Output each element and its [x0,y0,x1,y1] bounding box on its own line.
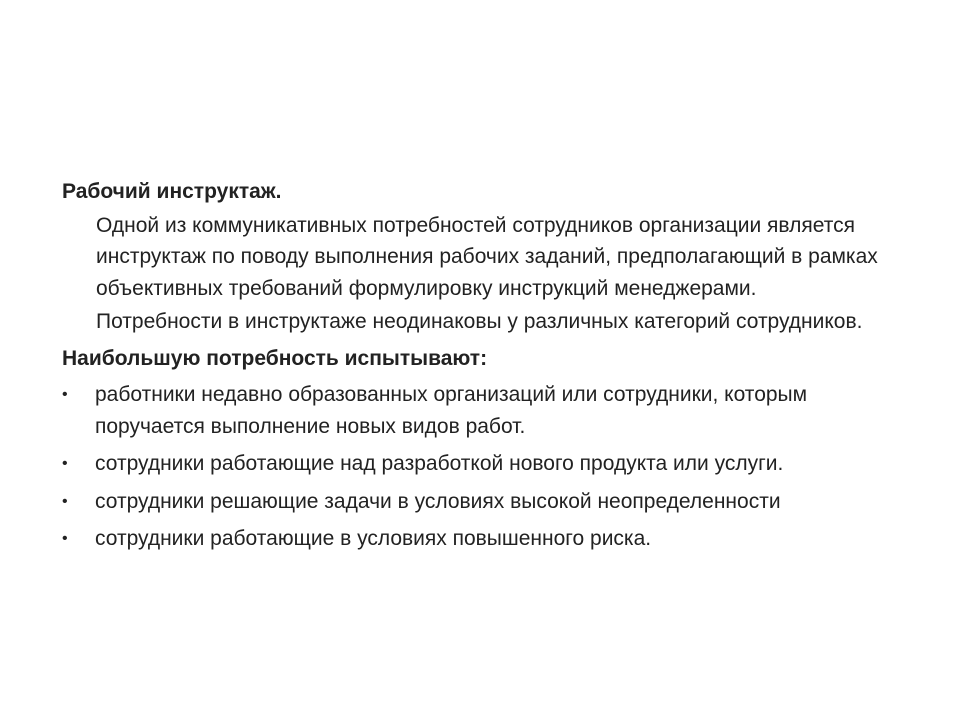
list-item [62,486,912,518]
list-item [62,448,912,480]
list-item [62,523,912,555]
list-item-text: работники недавно образованных организаций или сотрудники, которым поручается выполнение новых видов работ. [95,383,808,438]
list-item-text: сотрудники решающие задачи в условиях высокой неопределенности [95,489,781,513]
section-heading: Рабочий инструктаж. [62,180,282,203]
paragraph-category-needs: Потребности в инструктаже неодинаковы у различных категорий сотрудников. [96,310,863,333]
bullet-icon: • [62,386,68,403]
bullet-list [62,379,912,555]
bullet-icon: • [62,530,68,547]
bullet-icon: • [62,492,68,510]
list-item-text: сотрудники работающие над разработкой нового продукта или услуги. [95,452,784,475]
list-item-text: сотрудники работающие в условиях повышенного риска. [95,527,652,550]
slide-content [62,176,912,561]
list-item [62,379,912,442]
paragraph-instruction-needs: Одной из коммуникативных потребностей сотрудников организации является инструктаж по поводу выполнения рабочих заданий, предполагающий в рамках объективных требований формулировку инструкций менеджерами. [96,213,878,300]
subheading-greatest-need: Наибольшую потребность испытывают: [62,346,488,370]
bullet-icon: • [62,455,68,472]
